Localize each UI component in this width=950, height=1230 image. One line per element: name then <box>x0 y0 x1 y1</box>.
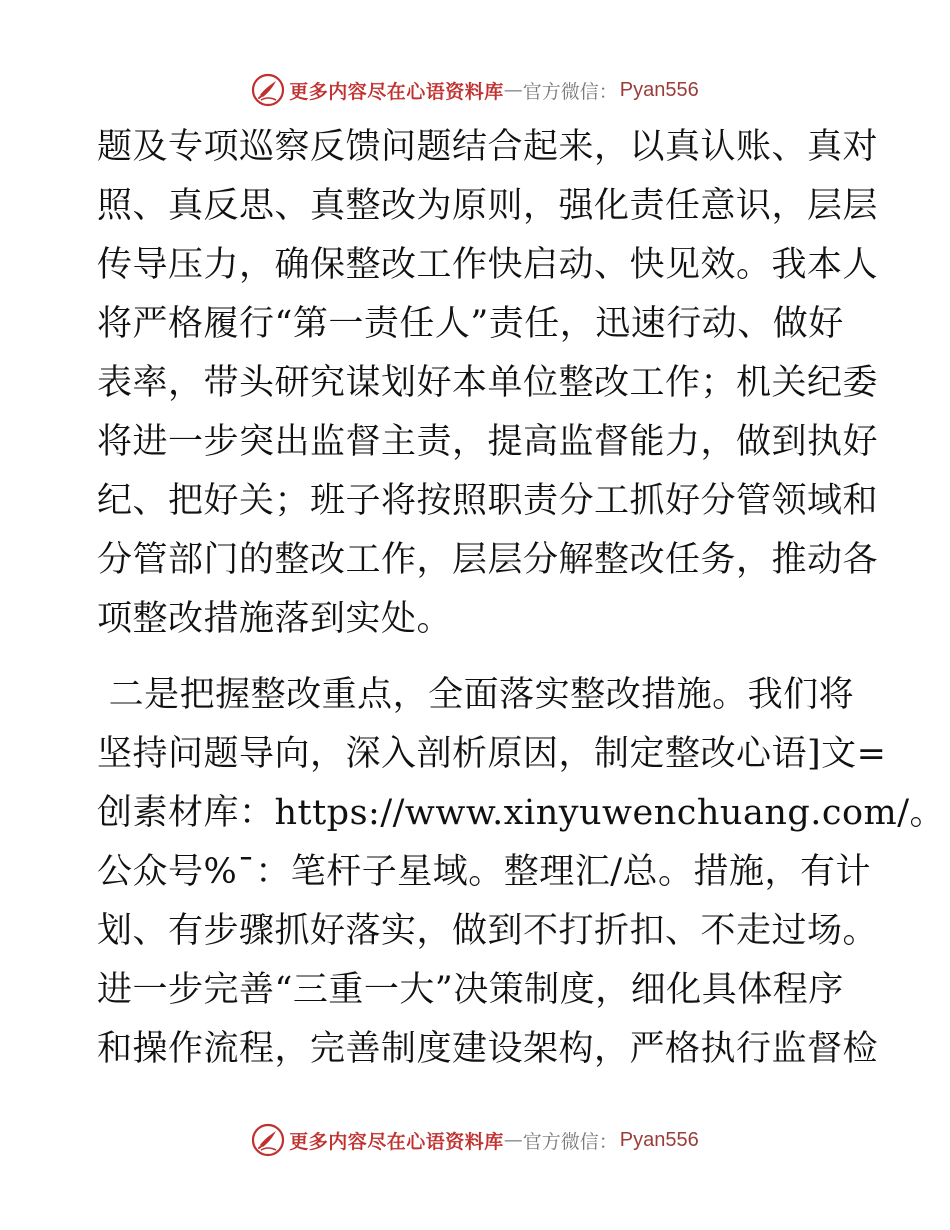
watermark-wechat-id: Pyan556 <box>619 78 699 101</box>
quill-book-logo-icon <box>251 73 285 107</box>
text-line: 二是把握整改重点，全面落实整改措施。我们将 <box>97 675 855 715</box>
text-line: 将进一步突出监督主责，提高监督能力，做到执好 <box>97 422 879 462</box>
footer-watermark <box>0 1120 950 1160</box>
text-line: 照、真反思、真整改为原则，强化责任意识，层层 <box>97 186 879 226</box>
paragraph-1 <box>97 118 879 649</box>
paragraph-2 <box>97 666 946 1079</box>
text-line: 题及专项巡察反馈问题结合起来，以真认账、真对 <box>97 127 879 167</box>
header-watermark <box>0 70 950 110</box>
watermark-separator: — <box>503 1129 523 1151</box>
text-line: 和操作流程，完善制度建设架构，严格执行监督检 <box>97 1029 879 1069</box>
text-line: 将严格履行“第一责任人”责任，迅速行动、做好 <box>97 304 844 344</box>
text-line: 项整改措施落到实处。 <box>97 599 453 639</box>
text-line: 创素材库：https://www.xinyuwenchuang.com/。 <box>97 793 946 833</box>
watermark-separator: — <box>503 79 523 101</box>
text-line: 进一步完善“三重一大”决策制度，细化具体程序 <box>97 970 844 1010</box>
text-line: 分管部门的整改工作，层层分解整改任务，推动各 <box>97 540 879 580</box>
watermark-brand: 更多内容尽在心语资料库 <box>289 1130 504 1153</box>
text-line: 表率，带头研究谋划好本单位整改工作；机关纪委 <box>97 363 879 403</box>
watermark-label: 官方微信： <box>522 1130 618 1153</box>
text-line: 划、有步骤抓好落实，做到不打折扣、不走过场。 <box>97 911 879 951</box>
text-line: 公众号%¯：笔杆子星域。整理汇/总。措施，有计 <box>97 852 872 892</box>
text-line: 坚持问题导向，深入剖析原因，制定整改心语]文= <box>97 734 887 774</box>
text-line: 纪、把好关；班子将按照职责分工抓好分管领域和 <box>97 481 879 521</box>
watermark-label: 官方微信： <box>522 80 618 103</box>
watermark-brand: 更多内容尽在心语资料库 <box>289 80 504 103</box>
quill-book-logo-icon <box>251 1123 285 1157</box>
watermark-wechat-id: Pyan556 <box>619 1128 699 1151</box>
document-body <box>97 118 946 1079</box>
text-line: 传导压力，确保整改工作快启动、快见效。我本人 <box>97 245 879 285</box>
